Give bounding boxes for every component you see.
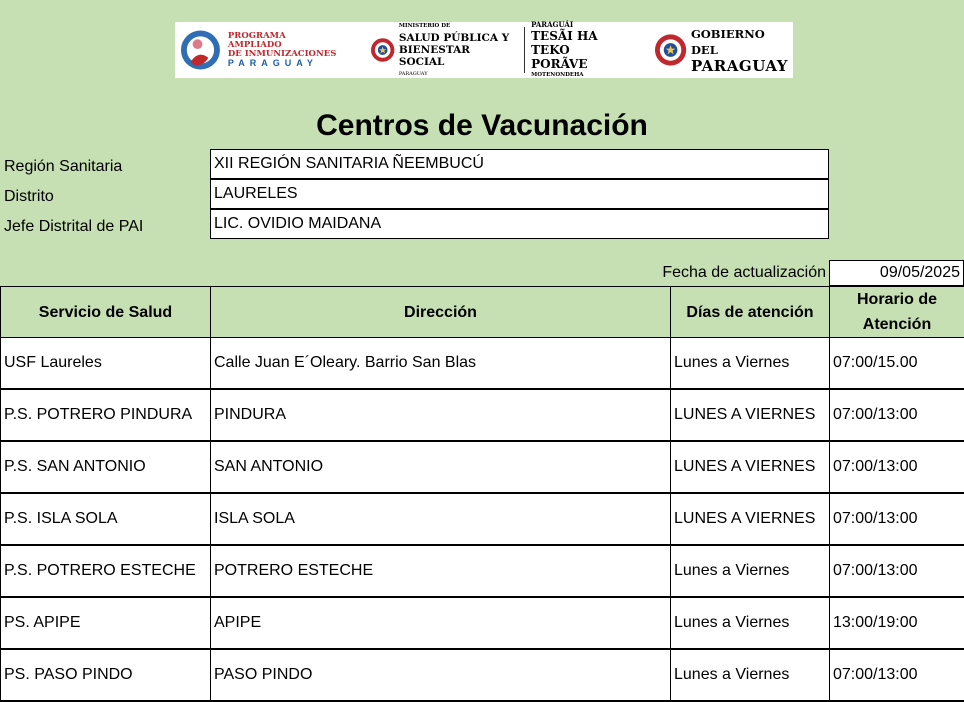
jefe-value[interactable]: LIC. OVIDIO MAIDANA: [210, 209, 829, 239]
table-row: [1, 649, 964, 701]
cell-dias[interactable]: LUNES A VIERNES: [671, 441, 830, 493]
table-header-row: [1, 287, 964, 338]
header-dias: Días de atención: [671, 287, 830, 338]
cell-direccion[interactable]: PINDURA: [211, 389, 671, 441]
cell-horario[interactable]: 07:00/13:00: [830, 493, 964, 545]
tesai-logo: [531, 21, 638, 79]
cell-direccion[interactable]: PASO PINDO: [211, 649, 671, 701]
header-direccion: Dirección: [211, 287, 671, 338]
tesai-line3: PORÃVE: [531, 57, 638, 71]
cell-horario[interactable]: 07:00/13:00: [830, 649, 964, 701]
table-row: [1, 441, 964, 493]
cell-dias[interactable]: LUNES A VIERNES: [671, 493, 830, 545]
ministerio-line1: MINISTERIO DE: [399, 20, 516, 32]
table-row: [1, 389, 964, 441]
fecha-label: Fecha de actualización: [662, 260, 826, 286]
cell-direccion[interactable]: Calle Juan E´Oleary. Barrio San Blas: [211, 338, 671, 390]
pai-logo: [179, 28, 340, 72]
gobierno-line2: PARAGUAY: [691, 58, 793, 74]
pai-line2: DE INMUNIZACIONES: [228, 50, 340, 59]
cell-horario[interactable]: 07:00/13:00: [830, 389, 964, 441]
tesai-line4: MOTENONDEHA: [531, 71, 638, 79]
cell-direccion[interactable]: POTRERO ESTECHE: [211, 545, 671, 597]
coat-of-arms-icon: [654, 33, 687, 67]
cell-servicio[interactable]: P.S. ISLA SOLA: [1, 493, 211, 545]
pai-emblem-icon: [179, 28, 222, 72]
region-value[interactable]: XII REGIÓN SANITARIA ÑEEMBUCÚ: [210, 149, 829, 179]
cell-dias[interactable]: LUNES A VIERNES: [671, 389, 830, 441]
distrito-label: Distrito: [4, 182, 54, 212]
header-horario: Horario de Atención: [830, 287, 964, 338]
cell-servicio[interactable]: USF Laureles: [1, 338, 211, 390]
table-row: [1, 545, 964, 597]
distrito-value[interactable]: LAURELES: [210, 179, 829, 209]
seal-icon: [370, 37, 395, 63]
cell-direccion[interactable]: APIPE: [211, 597, 671, 649]
cell-horario[interactable]: 07:00/13:00: [830, 441, 964, 493]
ministerio-line2: SALUD PÚBLICA Y: [399, 32, 516, 44]
ministerio-logo: [370, 20, 517, 80]
page-title: Centros de Vacunación: [0, 106, 964, 146]
cell-servicio[interactable]: P.S. SAN ANTONIO: [1, 441, 211, 493]
cell-servicio[interactable]: P.S. POTRERO PINDURA: [1, 389, 211, 441]
table-row: [1, 493, 964, 545]
cell-direccion[interactable]: SAN ANTONIO: [211, 441, 671, 493]
cell-horario[interactable]: 07:00/15.00: [830, 338, 964, 390]
cell-horario[interactable]: 07:00/13:00: [830, 545, 964, 597]
ministerio-line4: PARAGUAY: [399, 68, 516, 80]
cell-dias[interactable]: Lunes a Viernes: [671, 545, 830, 597]
ministerio-line3: BIENESTAR SOCIAL: [399, 44, 516, 68]
logo-divider: [524, 27, 525, 73]
cell-dias[interactable]: Lunes a Viernes: [671, 649, 830, 701]
region-label: Región Sanitaria: [4, 152, 122, 182]
cell-dias[interactable]: Lunes a Viernes: [671, 597, 830, 649]
tesai-line2: TESÃI HA TEKO: [531, 29, 638, 57]
gobierno-line1: GOBIERNO DEL: [691, 26, 793, 58]
pai-line3: PARAGUAY: [228, 59, 340, 68]
jefe-label: Jefe Distrital de PAI: [4, 212, 143, 242]
gobierno-logo: [654, 26, 793, 74]
cell-direccion[interactable]: ISLA SOLA: [211, 493, 671, 545]
cell-dias[interactable]: Lunes a Viernes: [671, 338, 830, 390]
table-row: [1, 597, 964, 649]
logo-banner: [175, 22, 793, 78]
tesai-line1: PARAGUÁI: [531, 21, 638, 29]
cell-servicio[interactable]: PS. APIPE: [1, 597, 211, 649]
fecha-value[interactable]: 09/05/2025: [829, 260, 964, 286]
header-servicio: Servicio de Salud: [1, 287, 211, 338]
cell-servicio[interactable]: P.S. POTRERO ESTECHE: [1, 545, 211, 597]
vaccination-centers-table: [0, 286, 964, 702]
cell-servicio[interactable]: PS. PASO PINDO: [1, 649, 211, 701]
pai-line1: PROGRAMA AMPLIADO: [228, 32, 340, 50]
table-row: [1, 338, 964, 390]
cell-horario[interactable]: 13:00/19:00: [830, 597, 964, 649]
